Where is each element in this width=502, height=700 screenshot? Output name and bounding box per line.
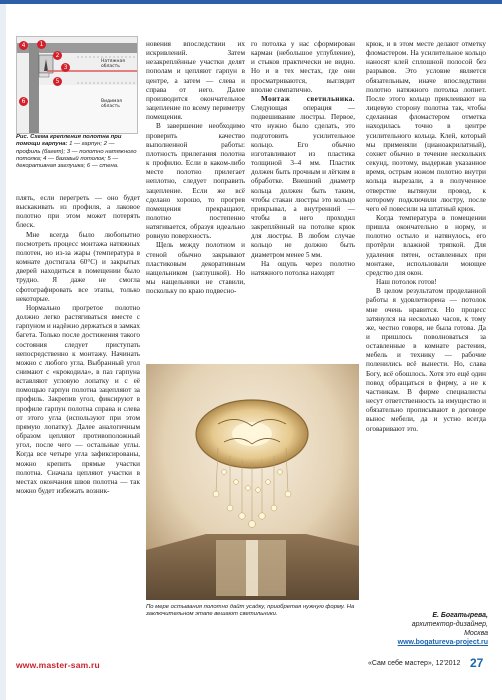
author-role: архитектор-дизайнер, — [411, 621, 488, 628]
paragraph: В целом результатом проделанной работы я удовлетворена — потолок мне очень нравится. Но процесс затянулся на несколько часов, к тому же, честно говоря, не была готова. Да и пришлось поволноваться за оставленные в комнате растения, мебель и технику — рабочие поленились всё вынести. Но, слава Богу, всё обошлось. Хотя это ещё один повод обращаться в фирму, а не к частникам. В фирме специалисты несут ответственность за имущество и обязательно прописывают в договоре вынос мебели, да и устно всегда оговаривают это. — [366, 287, 486, 433]
figure-caption-title: Рис. Схема крепления полотна при помощи гарпуна: — [16, 134, 122, 148]
diagram-drawing — [17, 37, 137, 133]
paragraph: На ощупь через полотно натяжного потолка находят — [251, 259, 355, 277]
text-column-3 — [251, 40, 355, 278]
footer-magazine-issue: «Сам себе мастер», 12'2012 — [368, 660, 461, 667]
page-top-rule — [0, 0, 502, 4]
author-signature — [366, 611, 488, 647]
page-number: 27 — [470, 656, 484, 670]
section-heading: Монтаж светильника. — [261, 94, 355, 103]
figure-caption-body: 1 — гарпун; 2 — профиль (багет); 3 — полотно натяжного потолка; 4 — базовый потолок; 5 — декоративная заглушка; 6 — стена. — [16, 141, 137, 170]
diagram-label-visible-area: Видимая область — [101, 99, 122, 109]
diagram-marker-2: 2 — [53, 51, 62, 60]
harpoon-mount-diagram — [16, 36, 138, 134]
paragraph: Когда температура в помещении пришла окончательно в норму, и полотно остыло и натянулось, его протёрли влажной тряпкой. Для удаления пятен, оставленных при монтаже, использовали моющее средство для окон. — [366, 213, 486, 277]
paragraph: Мне всегда было любопытно посмотреть процесс монтажа натяжных полотен, но из-за жары (температура в комнате достигала 60°С) и закрытых дверей находиться в помещении было трудно. Я даже не смогла сфотографировать все этапы, только некоторые. — [16, 230, 140, 303]
paragraph: новения впоследствии их искривлений. Затем незакреплённые участки делят пополам и цепляют гарпун в центре, а затем — слева и справа от него. Далее производится окончательное зацепление по всему периметру помещения. — [146, 40, 245, 122]
author-city: Москва — [464, 630, 488, 637]
author-name: Е. Богатырева, — [432, 612, 488, 619]
diagram-marker-6: 6 — [19, 97, 28, 106]
paragraph: В завершение необходимо проверить качество выполненной работы: плотность прилегания полотна к профилю. Если в каком-либо месте полотно прилегает неплотно, следует поправить зацепление. Если же всё сделано хорошо, то прогрев помещения прекращают, полотно постепенно натягивается, образуя идеально ровную поверхность. — [146, 122, 245, 241]
text-column-2 — [146, 40, 245, 296]
wall-shape — [29, 43, 39, 133]
paragraph: го потолка у нас сформирован карман (небольшое углубление), и стыков практически не видно. Но и в тех местах, где они просматриваются, выглядит вполне симпатично. — [251, 40, 355, 94]
figure-caption — [16, 134, 138, 170]
text-column-1 — [16, 194, 140, 496]
diagram-marker-5: 5 — [53, 77, 62, 86]
page-margin-strip — [0, 0, 6, 700]
paragraph-with-heading — [251, 95, 355, 260]
paragraph: крюк, и в этом месте делают отметку фломастером. На усилительное кольцо наносят клей сплошной полосой без разрывов. Это условие является обязательным, иначе впоследствии полотно натяжного потолка лопнет. После этого кольцо приклеивают на лицевую сторону полотна так, чтобы сделанная фломастером отметка находилась точно в центре усилительного кольца. Клей, который мы применяли (цианоакрилатный), сохнет обычно в течение нескольких секунд, поэтому, выдержав указанное время, острым ножом полотно внутри кольца вырезали, а в полученное отверстие вытянули провод, к которому подключили люстру, после чего её повесили на штатный крюк. — [366, 40, 486, 213]
text-column-4 — [366, 40, 486, 434]
photo-caption: По мере остывания полотно дайт усадку, приобретая нужную форму. На заключительном этапе вешают светильники. — [146, 604, 355, 618]
paragraph: плять, если перегреть — оно будет выскакивать из профиля, а лаковое полотно при этом может потерять блеск. — [16, 194, 140, 230]
photo-drawing — [146, 364, 359, 600]
ceiling-chandelier-photo — [146, 364, 359, 600]
paragraph: Наш потолок готов! — [376, 278, 437, 287]
footer-site-link[interactable]: www.master-sam.ru — [16, 660, 100, 670]
diagram-marker-3: 3 — [61, 63, 70, 72]
paragraph-text: Следующая операция — подвешивание люстры. Первое, что нужно было сделать, это подготовить усилительное кольцо. Его обычно изготавливают из пластика толщиной 3–4 мм. Пластик должен быть прочным и лёгким в обработке. Внешний диаметр кольца должен быть таким, чтобы стакан люстры это кольцо прикрывал, а внутренний — чтобы в него проходил закреплённый на потолке крюк для люстры. В любом случае кольцо не должно быть диаметром менее 5 мм. — [251, 104, 355, 259]
paragraph: Щель между полотном и стеной обычно закрывают пластиковым декоративным нащельником (заглушкой). Но мы нащельники не ставили, поскольку по краю подвесно- — [146, 241, 245, 296]
author-website-link[interactable]: www.bogatureva-project.ru — [397, 639, 488, 646]
diagram-label-ceiling-area: Натяжная область — [101, 59, 125, 69]
paragraph: Нормально прогретое полотно должно легко растягиваться вместе с гарпуном и надёжно держаться в замках багета. Только после достижения такого состояния следует приступать непосредственно к монтажу. Начинать можно с любого угла. Выбранный угол снимают с «крокодила», в паз гарпуна вставляют угловую лопатку и с её помощью гарпун полотна зацепляют за профиль. Закрепив угол, фиксируют в профиле гарпун полотна справа и слева от этого угла (используют при этом прямую лопатку). Далее аналогичным образом цепляют противоположный угол, после чего — остальные углы. Когда все четыре угла зафиксированы, можно крепить прямые участки полотна. Сначала цепляют участки в местах окончания швов полотна — так можно будет избежать возник- — [16, 303, 140, 495]
plug-shape — [39, 73, 49, 77]
diagram-marker-4: 4 — [19, 41, 28, 50]
diagram-marker-1: 1 — [37, 40, 46, 49]
